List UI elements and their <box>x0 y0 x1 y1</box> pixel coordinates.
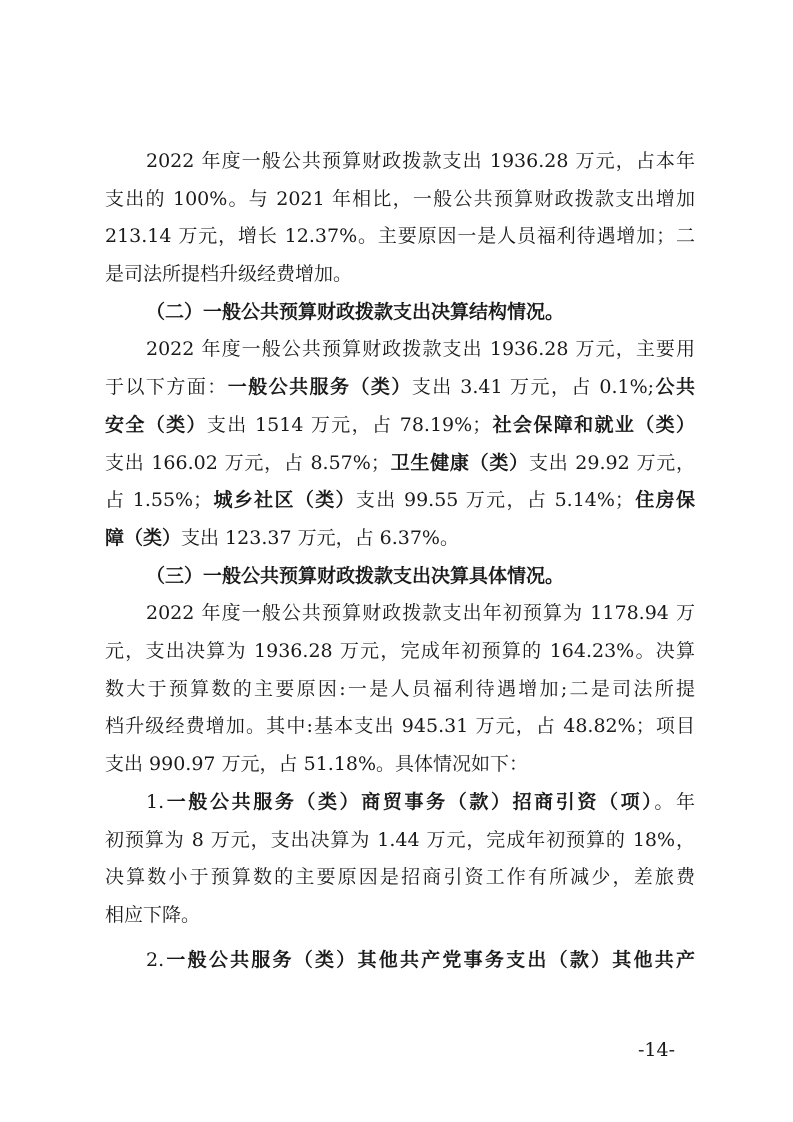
category-label: 城乡社区（类） <box>212 489 356 511</box>
paragraph-2-line-6 <box>105 525 695 551</box>
item-2-line-1 <box>146 947 695 973</box>
paragraph-1-line-2: 支出的 100%。与 2021 年相比，一般公共预算财政拨款支出增加 <box>105 188 695 210</box>
item-1-line-4: 相应下降。 <box>105 904 201 926</box>
category-label: 卫生健康（类） <box>389 452 529 474</box>
paragraph-3-line-4: 档升级经费增加。其中:基本支出 945.31 万元，占 48.82%；项目 <box>105 715 695 737</box>
item-1-line-3: 决算数小于预算数的主要原因是招商引资工作有所减少，差旅费 <box>105 866 695 888</box>
text-run: 。年 <box>654 791 695 813</box>
paragraph-1-line-1: 2022 年度一般公共预算财政拨款支出 1936.28 万元，占本年 <box>146 150 695 172</box>
section-heading-2: （二）一般公共预算财政拨款支出决算结构情况。 <box>146 301 565 323</box>
category-label: 社会保障和就业（类） <box>491 414 695 436</box>
page-number: -14- <box>638 1039 676 1061</box>
paragraph-2-line-1: 2022 年度一般公共预算财政拨款支出 1936.28 万元，主要用 <box>146 338 695 360</box>
category-label: 公共 <box>654 376 695 398</box>
text-run: 支出 99.55 万元，占 5.14%； <box>355 489 634 511</box>
paragraph-2-line-5 <box>105 487 695 513</box>
paragraph-3-line-2: 元，支出决算为 1936.28 万元，完成年初预算的 164.23%。决算 <box>105 640 695 662</box>
text-run: 支出 3.41 万元，占 0.1%; <box>411 376 655 398</box>
item-1-line-1 <box>146 789 695 815</box>
category-label: 住房保 <box>633 489 695 511</box>
text-run: 支出 166.02 万元，占 8.57%； <box>105 452 390 474</box>
paragraph-3-line-1: 2022 年度一般公共预算财政拨款支出年初预算为 1178.94 万 <box>146 602 695 624</box>
paragraph-2-line-3 <box>105 412 695 438</box>
category-label: 一般公共服务（类） <box>227 376 412 398</box>
item-title: 一般公共服务（类）商贸事务（款）招商引资（项） <box>164 791 655 813</box>
text-run: 支出 1514 万元，占 78.19%； <box>206 414 492 436</box>
text-run: 支出 29.92 万元， <box>528 452 695 474</box>
text-run: 支出 123.37 万元，占 6.37%。 <box>181 527 459 549</box>
text-run: 于以下方面： <box>105 376 228 398</box>
category-label: 障（类） <box>105 527 182 549</box>
category-label: 安全（类） <box>105 414 207 436</box>
item-number: 1. <box>146 791 165 813</box>
item-number: 2. <box>146 949 165 971</box>
paragraph-1-line-4: 是司法所提档升级经费增加。 <box>105 263 353 285</box>
paragraph-1-line-3: 213.14 万元，增长 12.37%。主要原因一是人员福利待遇增加；二 <box>105 225 695 247</box>
paragraph-3-line-5: 支出 990.97 万元，占 51.18%。具体情况如下： <box>105 753 529 775</box>
paragraph-3-line-3: 数大于预算数的主要原因:一是人员福利待遇增加;二是司法所提 <box>105 678 695 700</box>
paragraph-2-line-2 <box>105 374 695 400</box>
text-run: 占 1.55%； <box>105 489 213 511</box>
item-1-line-2: 初预算为 8 万元，支出决算为 1.44 万元，完成年初预算的 18%， <box>105 829 695 851</box>
section-heading-3: （三）一般公共预算财政拨款支出决算具体情况。 <box>146 565 565 587</box>
item-title: 一般公共服务（类）其他共产党事务支出（款）其他共产 <box>164 949 695 971</box>
paragraph-2-line-4 <box>105 450 695 476</box>
